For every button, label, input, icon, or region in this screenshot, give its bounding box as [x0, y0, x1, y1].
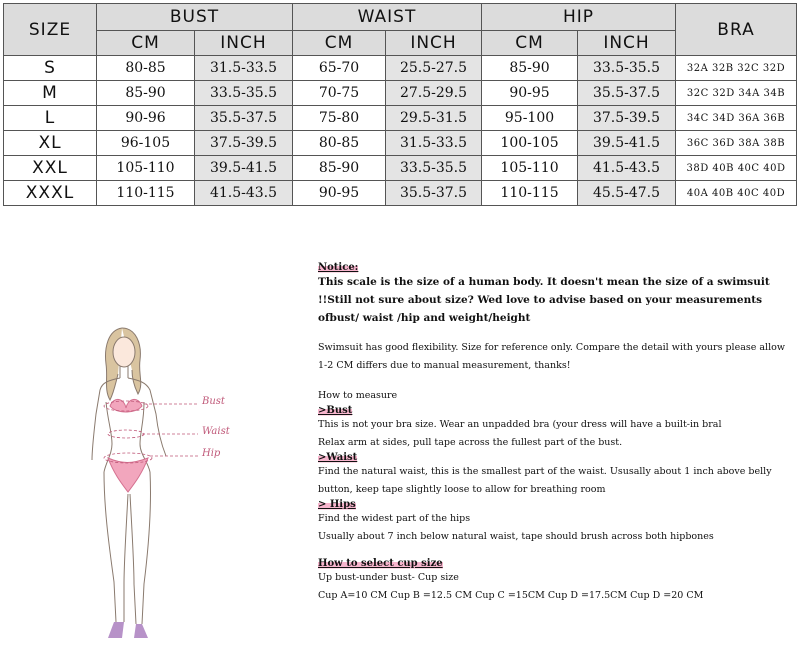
waist-inch-cell: 35.5-37.5	[386, 181, 482, 206]
waist-figure-label: Waist	[202, 426, 230, 437]
waist-cm-cell: 70-75	[293, 81, 386, 106]
waist-inch-cell: 27.5-29.5	[386, 81, 482, 106]
hip-inch-cell: 35.5-37.5	[578, 81, 676, 106]
bust-inch-header: INCH	[195, 31, 293, 56]
hip-inch-cell: 33.5-35.5	[578, 56, 676, 81]
waist-cm-cell: 85-90	[293, 156, 386, 181]
hip-cm-cell: 90-95	[482, 81, 578, 106]
bust-line-2: Relax arm at sides, pull tape across the fullest part of the bust.	[318, 437, 623, 448]
size-header: SIZE	[4, 4, 97, 56]
bust-cm-header: CM	[97, 31, 195, 56]
table-row	[4, 56, 797, 81]
hip-inch-header: INCH	[578, 31, 676, 56]
spacer	[318, 546, 788, 558]
how-to-measure-title: How to measure	[318, 390, 398, 401]
waist-header: WAIST	[293, 4, 482, 31]
hip-cm-cell: 95-100	[482, 106, 578, 131]
cup-line-1: Up bust-under bust- Cup size	[318, 572, 459, 583]
hip-inch-cell: 41.5-43.5	[578, 156, 676, 181]
waist-cm-header: CM	[293, 31, 386, 56]
size-cell: XXL	[4, 156, 97, 181]
hip-inch-cell: 45.5-47.5	[578, 181, 676, 206]
bust-heading: >Bust	[318, 405, 353, 416]
bra-cell: 36C 36D 38A 38B	[676, 131, 797, 156]
bust-cm-cell: 110-115	[97, 181, 195, 206]
size-cell: XL	[4, 131, 97, 156]
flexibility-text: Swimsuit has good flexibility. Size for reference only. Compare the detail with yours please allow 1-2 CM differs due to manual measurement, thanks!	[318, 342, 785, 371]
waist-inch-header: INCH	[386, 31, 482, 56]
cup-line-2: Cup A=10 CM Cup B =12.5 CM Cup C =15CM Cup D =17.5CM Cup D =20 CM	[318, 590, 704, 601]
bust-figure-label: Bust	[202, 396, 225, 407]
hip-cm-cell: 105-110	[482, 156, 578, 181]
hips-heading: > Hips	[318, 499, 356, 510]
bust-cm-cell: 105-110	[97, 156, 195, 181]
measurement-notes	[318, 262, 788, 605]
hip-figure-label: Hip	[202, 448, 221, 459]
size-cell: L	[4, 106, 97, 131]
waist-inch-cell: 29.5-31.5	[386, 106, 482, 131]
table-row	[4, 106, 797, 131]
hip-inch-cell: 39.5-41.5	[578, 131, 676, 156]
bra-cell: 32C 32D 34A 34B	[676, 81, 797, 106]
bust-header: BUST	[97, 4, 293, 31]
bust-inch-cell: 37.5-39.5	[195, 131, 293, 156]
size-cell: S	[4, 56, 97, 81]
bust-inch-cell: 31.5-33.5	[195, 56, 293, 81]
bust-cm-cell: 96-105	[97, 131, 195, 156]
bust-cm-cell: 90-96	[97, 106, 195, 131]
bra-cell: 34C 34D 36A 36B	[676, 106, 797, 131]
waist-inch-cell: 25.5-27.5	[386, 56, 482, 81]
waist-inch-cell: 33.5-35.5	[386, 156, 482, 181]
bra-cell: 32A 32B 32C 32D	[676, 56, 797, 81]
hip-cm-cell: 85-90	[482, 56, 578, 81]
table-row	[4, 131, 797, 156]
bust-inch-cell: 41.5-43.5	[195, 181, 293, 206]
cup-size-heading: How to select cup size	[318, 558, 443, 569]
waist-inch-cell: 31.5-33.5	[386, 131, 482, 156]
bra-header: BRA	[676, 4, 797, 56]
size-chart-table	[3, 3, 797, 206]
hip-cm-cell: 100-105	[482, 131, 578, 156]
bust-line-1: This is not your bra size. Wear an unpadded bra (your dress will have a built-in bral	[318, 419, 722, 430]
hip-inch-cell: 37.5-39.5	[578, 106, 676, 131]
body-figure-icon	[70, 322, 250, 642]
hip-cm-cell: 110-115	[482, 181, 578, 206]
bust-inch-cell: 35.5-37.5	[195, 106, 293, 131]
table-row	[4, 81, 797, 106]
hips-line-2: Usually about 7 inch below natural waist, tape should brush across both hipbones	[318, 531, 714, 542]
size-cell: M	[4, 81, 97, 106]
spacer	[318, 327, 788, 339]
bra-cell: 38D 40B 40C 40D	[676, 156, 797, 181]
waist-cm-cell: 65-70	[293, 56, 386, 81]
waist-text: Find the natural waist, this is the smallest part of the waist. Ususally about 1 inch above belly button, keep tape slightly loose to allow for breathing room	[318, 466, 772, 495]
bust-inch-cell: 33.5-35.5	[195, 81, 293, 106]
bust-inch-cell: 39.5-41.5	[195, 156, 293, 181]
bust-cm-cell: 85-90	[97, 81, 195, 106]
waist-cm-cell: 90-95	[293, 181, 386, 206]
hip-header: HIP	[482, 4, 676, 31]
body-measurement-illustration	[70, 322, 250, 642]
bra-cell: 40A 40B 40C 40D	[676, 181, 797, 206]
notice-heading: Notice:	[318, 262, 359, 273]
table-row	[4, 156, 797, 181]
table-row	[4, 181, 797, 206]
waist-cm-cell: 80-85	[293, 131, 386, 156]
hip-cm-header: CM	[482, 31, 578, 56]
notice-text: This scale is the size of a human body. It doesn't mean the size of a swimsuit !!Still not sure about size? Wed love to advise based on your measurements ofbust/ waist /hip and weight/height	[318, 276, 770, 324]
waist-cm-cell: 75-80	[293, 106, 386, 131]
hips-line-1: Find the widest part of the hips	[318, 513, 471, 524]
spacer	[318, 375, 788, 387]
size-cell: XXXL	[4, 181, 97, 206]
bust-cm-cell: 80-85	[97, 56, 195, 81]
waist-heading: >Waist	[318, 452, 358, 463]
